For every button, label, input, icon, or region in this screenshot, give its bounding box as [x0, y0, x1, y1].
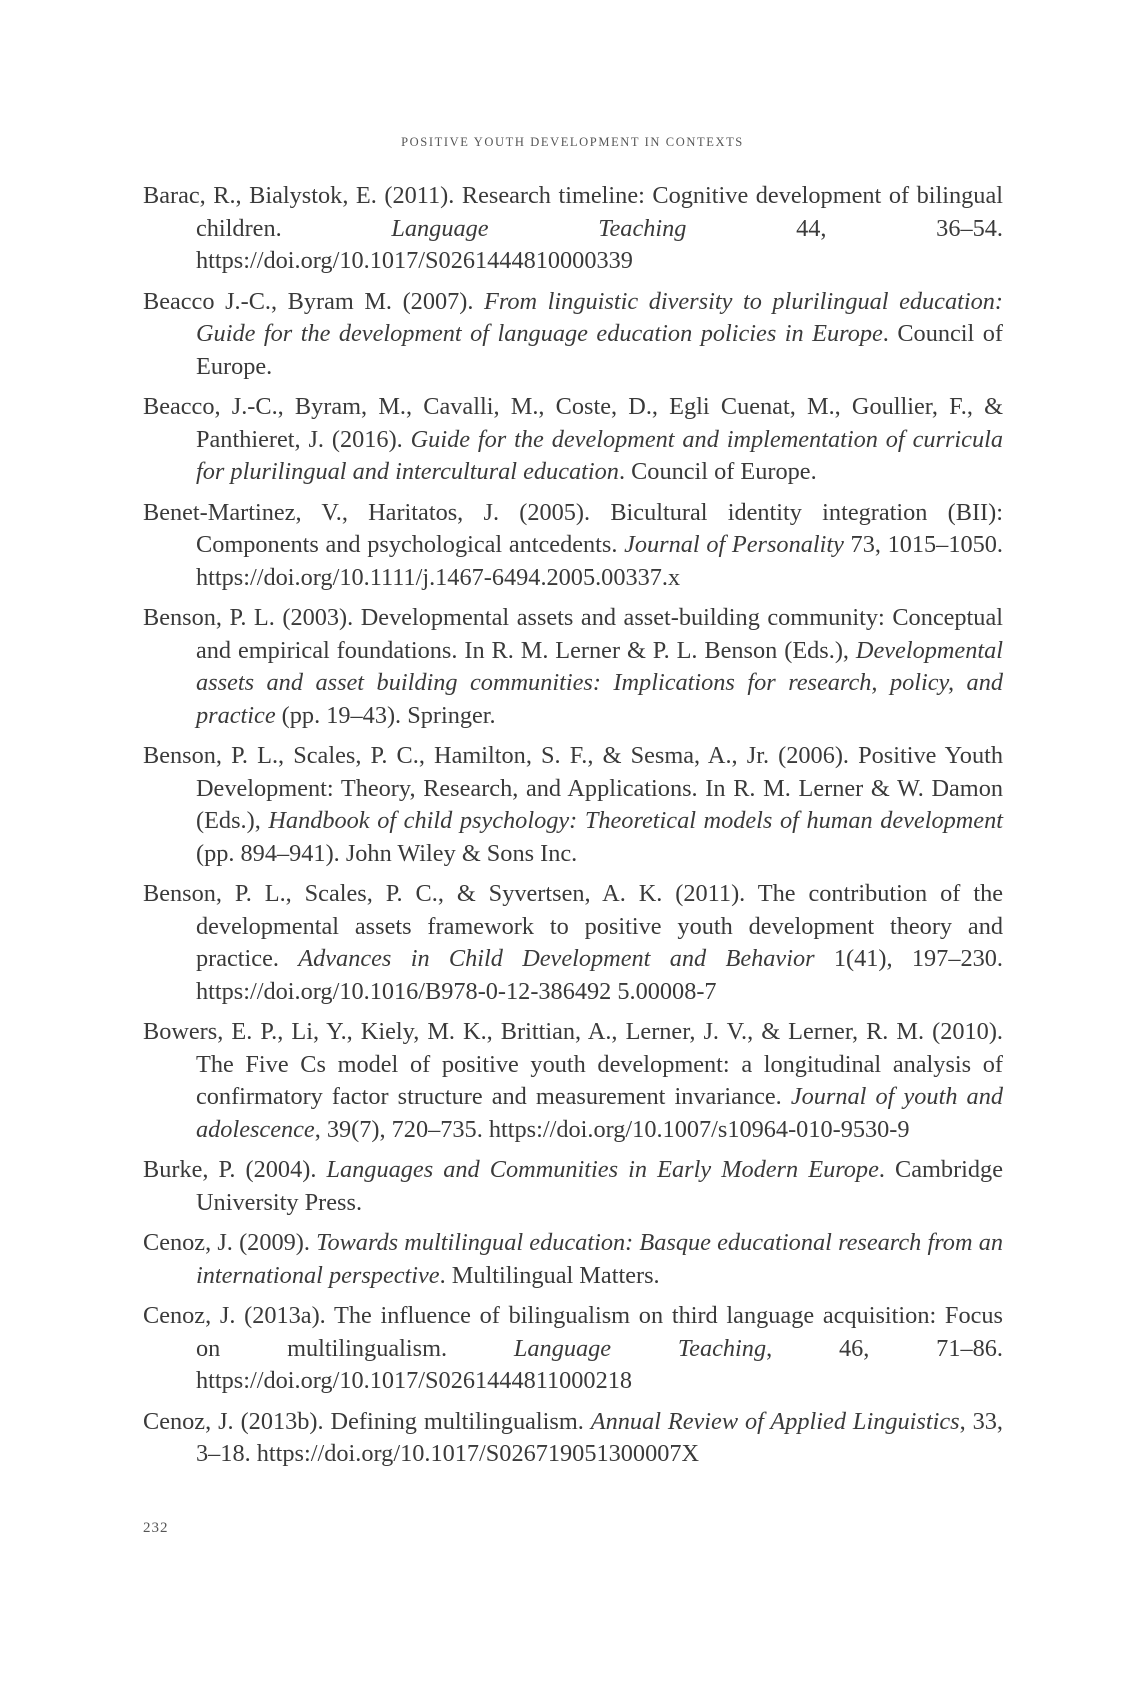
reference-entry: Benson, P. L., Scales, P. C., Hamilton, S. F., & Sesma, A., Jr. (2006). Positive Youth Development: Theory, Research, and Applications. In R. M. Lerner & W. Damon (Eds.), Handbook of child psychology: Theoretical models of human development (pp. 894–941). John Wiley & Sons Inc. [143, 742, 1003, 867]
reference-entry: Benet-Martinez, V., Haritatos, J. (2005). Bicultural identity integration (BII): Components and psychological antcedents. Journal of Personality 73, 1015–1050. https://doi.org/10.1111/j.1467-6494.2005.00337.x [143, 498, 1003, 591]
reference-entry: Beacco, J.-C., Byram, M., Cavalli, M., Coste, D., Egli Cuenat, M., Goullier, F., & Panthieret, J. (2016). Guide for the development and implementation of curricula for plurilingual and intercultural education. Council of Europe. [143, 393, 1003, 485]
running-head: POSITIVE YOUTH DEVELOPMENT IN CONTEXTS [401, 135, 744, 149]
reference-entry: Burke, P. (2004). Languages and Communities in Early Modern Europe. Cambridge University Press. [143, 1156, 1003, 1216]
reference-entry: Bowers, E. P., Li, Y., Kiely, M. K., Brittian, A., Lerner, J. V., & Lerner, R. M. (2010). The Five Cs model of positive youth development: a longitudinal analysis of confirmatory factor structure and measurement invariance. Journal of youth and adolescence, 39(7), 720–735. https://doi.org/10.1007/s10964-010-9530-9 [143, 1018, 1003, 1143]
reference-entry: Beacco J.-C., Byram M. (2007). From linguistic diversity to plurilingual education: Guide for the development of language education policies in Europe. Council of Europe. [143, 287, 1003, 380]
reference-entry: Cenoz, J. (2009). Towards multilingual education: Basque educational research from an international perspective. Multilingual Matters. [143, 1229, 1003, 1289]
page-number: 232 [143, 1520, 169, 1536]
reference-entry: Benson, P. L., Scales, P. C., & Syvertsen, A. K. (2011). The contribution of the developmental assets framework to positive youth development theory and practice. Advances in Child Development and Behavior 1(41), 197–230. https://doi.org/10.1016/B978-0-12-386492 5.00008-7 [143, 880, 1003, 1005]
reference-entry: Cenoz, J. (2013b). Defining multilingualism. Annual Review of Applied Linguistics, 33, 3–18. https://doi.org/10.1017/S026719051300007X [143, 1407, 1003, 1467]
reference-entry: Barac, R., Bialystok, E. (2011). Research timeline: Cognitive development of bilingual children. Language Teaching 44, 36–54. https://doi.org/10.1017/S0261444810000339 [143, 182, 1003, 274]
reference-entry: Benson, P. L. (2003). Developmental assets and asset-building community: Conceptual and empirical foundations. In R. M. Lerner & P. L. Benson (Eds.), Developmental assets and asset building communities: Implications for research, policy, and practice (pp. 19–43). Springer. [143, 604, 1003, 729]
reference-list [143, 180, 1003, 1479]
reference-entry: Cenoz, J. (2013a). The influence of bilingualism on third language acquisition: Focus on multilingualism. Language Teaching, 46, 71–86. https://doi.org/10.1017/S0261444811000218 [143, 1302, 1003, 1394]
